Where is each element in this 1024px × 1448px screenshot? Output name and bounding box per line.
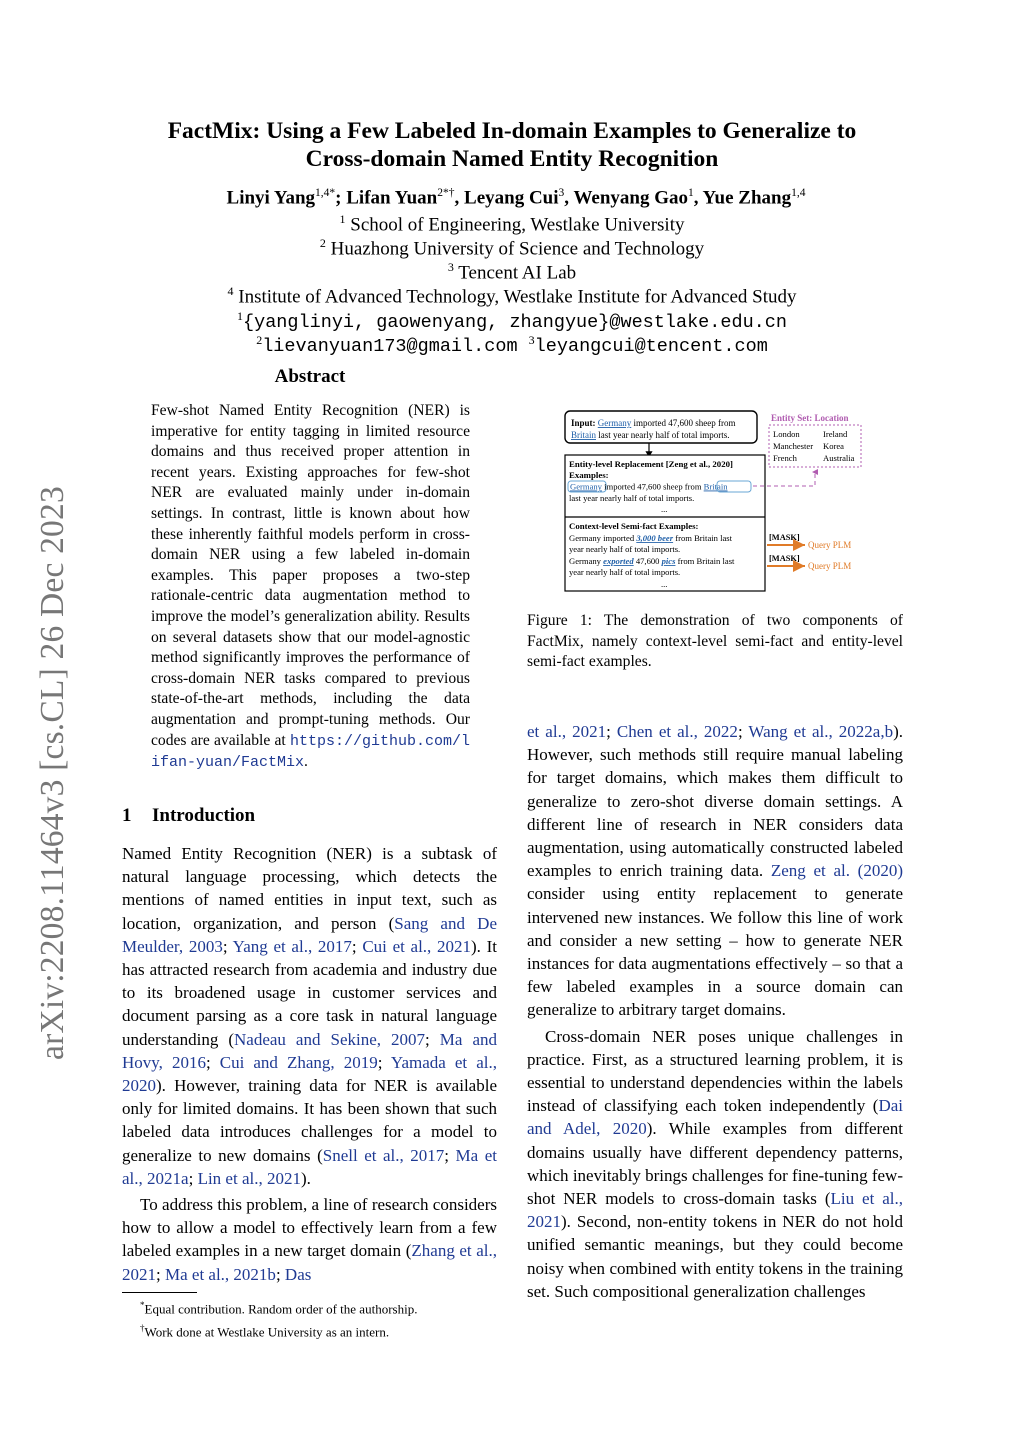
separator: ; [351,936,363,956]
sentence-text: 47,600 [633,556,662,566]
separator: ; [377,1052,391,1072]
email-address: lievanyuan173@gmail.com [262,336,518,358]
abstract-body: Few-shot Named Entity Recognition (NER) is imperative for entity tagging in limited resource domains and thus received proper attention in recent years. Existing approaches for few-shot NER are evaluated mainly under in-domain settings. In contrast, little is known about how these inherently faithful models perform in cross-domain NER using a few labeled in-domain examples. This paper proposes a two-step rationale-centric data augmentation method to improve the model’s generalization ability. Results on several datasets show that our model-agnostic method significantly improves the performance of cross-domain NER tasks compared to previous state-of-the-art methods, including the data augmentation and prompt-tuning methods. Our codes are available at [151,402,470,749]
citation-link[interactable]: Ma et al., 2021b [164,1264,276,1284]
footnote-mark: † [140,1322,145,1333]
paragraph-text: ). However, training data for NER is available only for limited domains. It has been shown that such labeled data introduces challenges for a model to generalize to new domains ( [122,1076,497,1165]
entity-germany: Germany [597,418,632,428]
input-sentence-line-1 [571,418,736,428]
intro-paragraph-2-start [122,1193,497,1286]
sentence-text: last year nearly half of total imports. [596,430,730,440]
input-sentence-line-2 [571,430,729,440]
intern-mark: † [448,187,455,199]
paper-title [100,117,924,173]
sentence-text: year nearly half of total imports. [569,567,681,577]
author-name: Leyang Cui [464,187,559,209]
sentence-text: from Britain last [675,556,735,566]
intro-paragraph-2-cont [527,720,903,1022]
citation-link[interactable]: Yamada et al., 2020 [122,1052,497,1096]
paragraph-text: consider using entity replacement to generate intervened new instances. We follow this line of work and consider a new setting – how to generate NER instances for data augmentations effectively – so that a few labeled examples in a source domain can generalize to arbitrary target domains. [527,884,903,1020]
separator: ; [737,722,749,741]
code-link[interactable]: https://github.com/lifan-yuan/FactMix [151,732,471,772]
sentence-text: Germany [569,556,604,566]
abstract-heading: Abstract [274,366,346,387]
paragraph-text: To address this problem, a line of research considers how to allow a model to effectively learn from a few labeled examples in a new target domain ( [122,1195,497,1261]
section-heading-introduction [122,805,255,827]
author-affil-mark: 1,4 [791,187,806,199]
author-affil-mark: 2 [437,187,444,199]
author-name: Yue Zhang [702,187,792,209]
citation-link[interactable]: Zeng et al. (2020) [770,861,903,881]
location-item: Ireland [823,429,848,439]
author-name: Lifan Yuan [346,187,438,209]
citation-link[interactable]: Nadeau and Sekine, 2007 [234,1029,426,1049]
email-line-2 [100,328,924,359]
ellipsis: ... [661,579,668,589]
right-column-text [527,720,903,1303]
equal-contribution-mark: * [443,187,449,199]
mask-token-label: [MASK] [769,554,800,563]
email-number: 3 [528,333,535,347]
separator: ; [606,722,617,741]
context-example-1-line-1 [569,533,733,543]
citation-link[interactable]: Chen et al., 2022 [616,722,738,741]
separator: ; [275,1264,285,1284]
email-address: {yanglinyi, gaowenyang, zhangyue}@westlake.edu.cn [243,312,787,334]
entity-level-heading: Entity-level Replacement [Zeng et al., 2020] [569,459,733,469]
paragraph-text: ). However, such methods still require manual labeling for target domains, which makes them difficult to generalize to zero-shot diverse domain settings. A different line of research in NER considers data augmentation, using automatically constructed labeled examples to enrich training data. [527,722,904,881]
arxiv-identifier: arXiv:2208.11464v3 [cs.CL] 26 Dec 2023 [34,486,71,1060]
location-item: Manchester [773,441,814,451]
citation-link[interactable]: Zhang et al., 2021 [122,1241,497,1284]
figure-caption: Figure 1: The demonstration of two components of FactMix, namely context-level semi-fact and entity-level semi-fact examples. [527,612,903,671]
affiliation-text: Huazhong University of Science and Technology [330,238,705,260]
entity-set-title: Entity Set: Location [771,413,849,423]
query-plm-label: Query PLM [808,540,852,550]
query-plm-label: Query PLM [808,561,852,571]
paragraph-text: Cross-domain NER poses unique challenges in practice. First, as a structured learning problem, it is essential to understand dependencies within the labels instead of classifying each token independently ( [527,1026,903,1116]
section-number: 1 [122,805,132,826]
email-number: 2 [256,333,263,347]
sentence-text: last year nearly half of total imports. [569,493,695,503]
footnote-1 [140,1296,500,1319]
footnote-text: Equal contribution. Random order of the authorship. [144,1301,418,1317]
paragraph-text: ). While examples from different domains usually have different dependency patterns, which inevitably brings challenges for fine-tuning few-shot NER models to cross-domain tasks ( [527,1119,903,1209]
figure-1-diagram [527,405,907,595]
changed-context: pics [661,556,676,566]
intro-paragraph-1 [122,842,497,1190]
location-item: Korea [823,441,844,451]
changed-context: exported [603,556,634,566]
punctuation: . [304,753,308,771]
footnotes [140,1296,500,1342]
separator: ; [188,1168,198,1188]
citation-link[interactable]: Yang et al., 2017 [232,936,352,956]
paragraph-text: ). It has attracted research from academia and industry due to its broadened usage in customer services and document parsing as a core task in natural language understanding ( [122,936,497,1049]
citation-link[interactable]: Cui et al., 2021 [362,936,471,956]
paragraph-text: ). Second, non-entity tokens in NER do not hold unified semantic meanings, but they could become noisy when combined with entity tokens in the training set. Such compositional generalization challenges [527,1212,903,1301]
sentence-text: from Britain last [673,533,733,543]
separator: ; [444,1145,456,1165]
affiliation-number: 1 [339,212,346,226]
paragraph-text: ). [300,1168,311,1188]
footnote-text: Work done at Westlake University as an intern. [144,1324,390,1340]
title-line-2: Cross-domain Named Entity Recognition [305,146,719,172]
separator: ; [425,1029,440,1049]
affiliation-number: 4 [227,284,234,298]
author-name: Wenyang Gao [573,187,688,209]
entity-britain: Britain [703,481,728,492]
mask-token-label: [MASK] [769,533,800,542]
email-number: 1 [237,309,243,323]
equal-contribution-mark: * [329,187,336,199]
email-address: leyangcui@tencent.com [534,336,768,358]
left-column-text [122,842,497,1286]
citation-link[interactable]: Wang et al., 2022a,b [748,722,894,741]
citation-link[interactable]: Ma et al., 2021a [122,1145,497,1188]
citation-link[interactable]: Cui and Zhang, 2019 [219,1052,378,1072]
author-affil-mark: 3 [558,187,565,199]
sentence-text: imported 47,600 sheep from [631,418,736,428]
footnote-2 [140,1319,500,1342]
entity-example-line-1 [570,482,728,492]
sentence-text: imported 47,600 sheep from [601,481,704,492]
citation-link[interactable]: Lin et al., 2021 [197,1168,301,1188]
entity-germany: Germany [570,481,602,492]
citation-link[interactable]: Sang and De Meulder, 2003 [122,913,497,956]
affiliation-text: School of Engineering, Westlake University [350,214,685,236]
location-item: French [773,453,797,463]
footnote-mark: * [140,1300,145,1310]
citation-link[interactable]: Snell et al., 2017 [322,1145,445,1165]
affiliation-number: 3 [447,260,454,274]
affiliation-text: Tencent AI Lab [458,262,577,284]
author-name: Linyi Yang [226,187,316,209]
section-title: Introduction [152,805,256,826]
author-list: Linyi Yang$^{1,4*}$; Lifan Yuan$^{2*\dagger}$, Leyang Cui$^3$, Wenyang Gao$^1$, Yue Zhang$^{1,4}$ [226,187,806,209]
context-level-heading: Context-level Semi-fact Examples: [569,521,699,531]
affiliation-text: Institute of Advanced Technology, Westlake Institute for Advanced Study [238,286,797,308]
citation-link[interactable]: Liu et al., 2021 [527,1189,903,1232]
separator: ; [222,936,233,956]
citation-link[interactable]: Dai and Adel, 2020 [527,1096,903,1139]
title-line-1: FactMix: Using a Few Labeled In-domain Examples to Generalize to [167,118,857,144]
paragraph-text: Named Entity Recognition (NER) is a subtask of natural language processing, which detects the mentions of named entities in input text, such as location, organization, and person ( [122,844,497,933]
footnote-divider [122,1292,197,1293]
sentence-text: Germany imported [569,533,637,543]
separator: ; [156,1264,165,1284]
affiliation-number: 2 [319,236,326,250]
author-affil-mark: 1,4 [315,187,330,199]
context-example-2-line-1 [569,556,735,566]
citation-link-part[interactable]: Das [284,1264,312,1284]
input-label: Input: [571,418,596,428]
changed-context: 3,000 beer [636,533,674,543]
citation-link-part[interactable]: et al., 2021 [527,722,607,741]
location-item: Australia [823,453,855,463]
abstract-text [151,401,470,774]
citation-link[interactable]: Ma and Hovy, 2016 [122,1029,498,1072]
author-affil-mark: 1 [688,187,694,199]
separator: ; [205,1052,220,1072]
examples-label: Examples: [569,470,609,480]
intro-paragraph-3 [527,1025,903,1303]
ellipsis: ... [661,504,668,514]
entity-britain: Britain [571,430,596,440]
location-item: London [773,429,800,439]
sentence-text: year nearly half of total imports. [569,544,681,554]
